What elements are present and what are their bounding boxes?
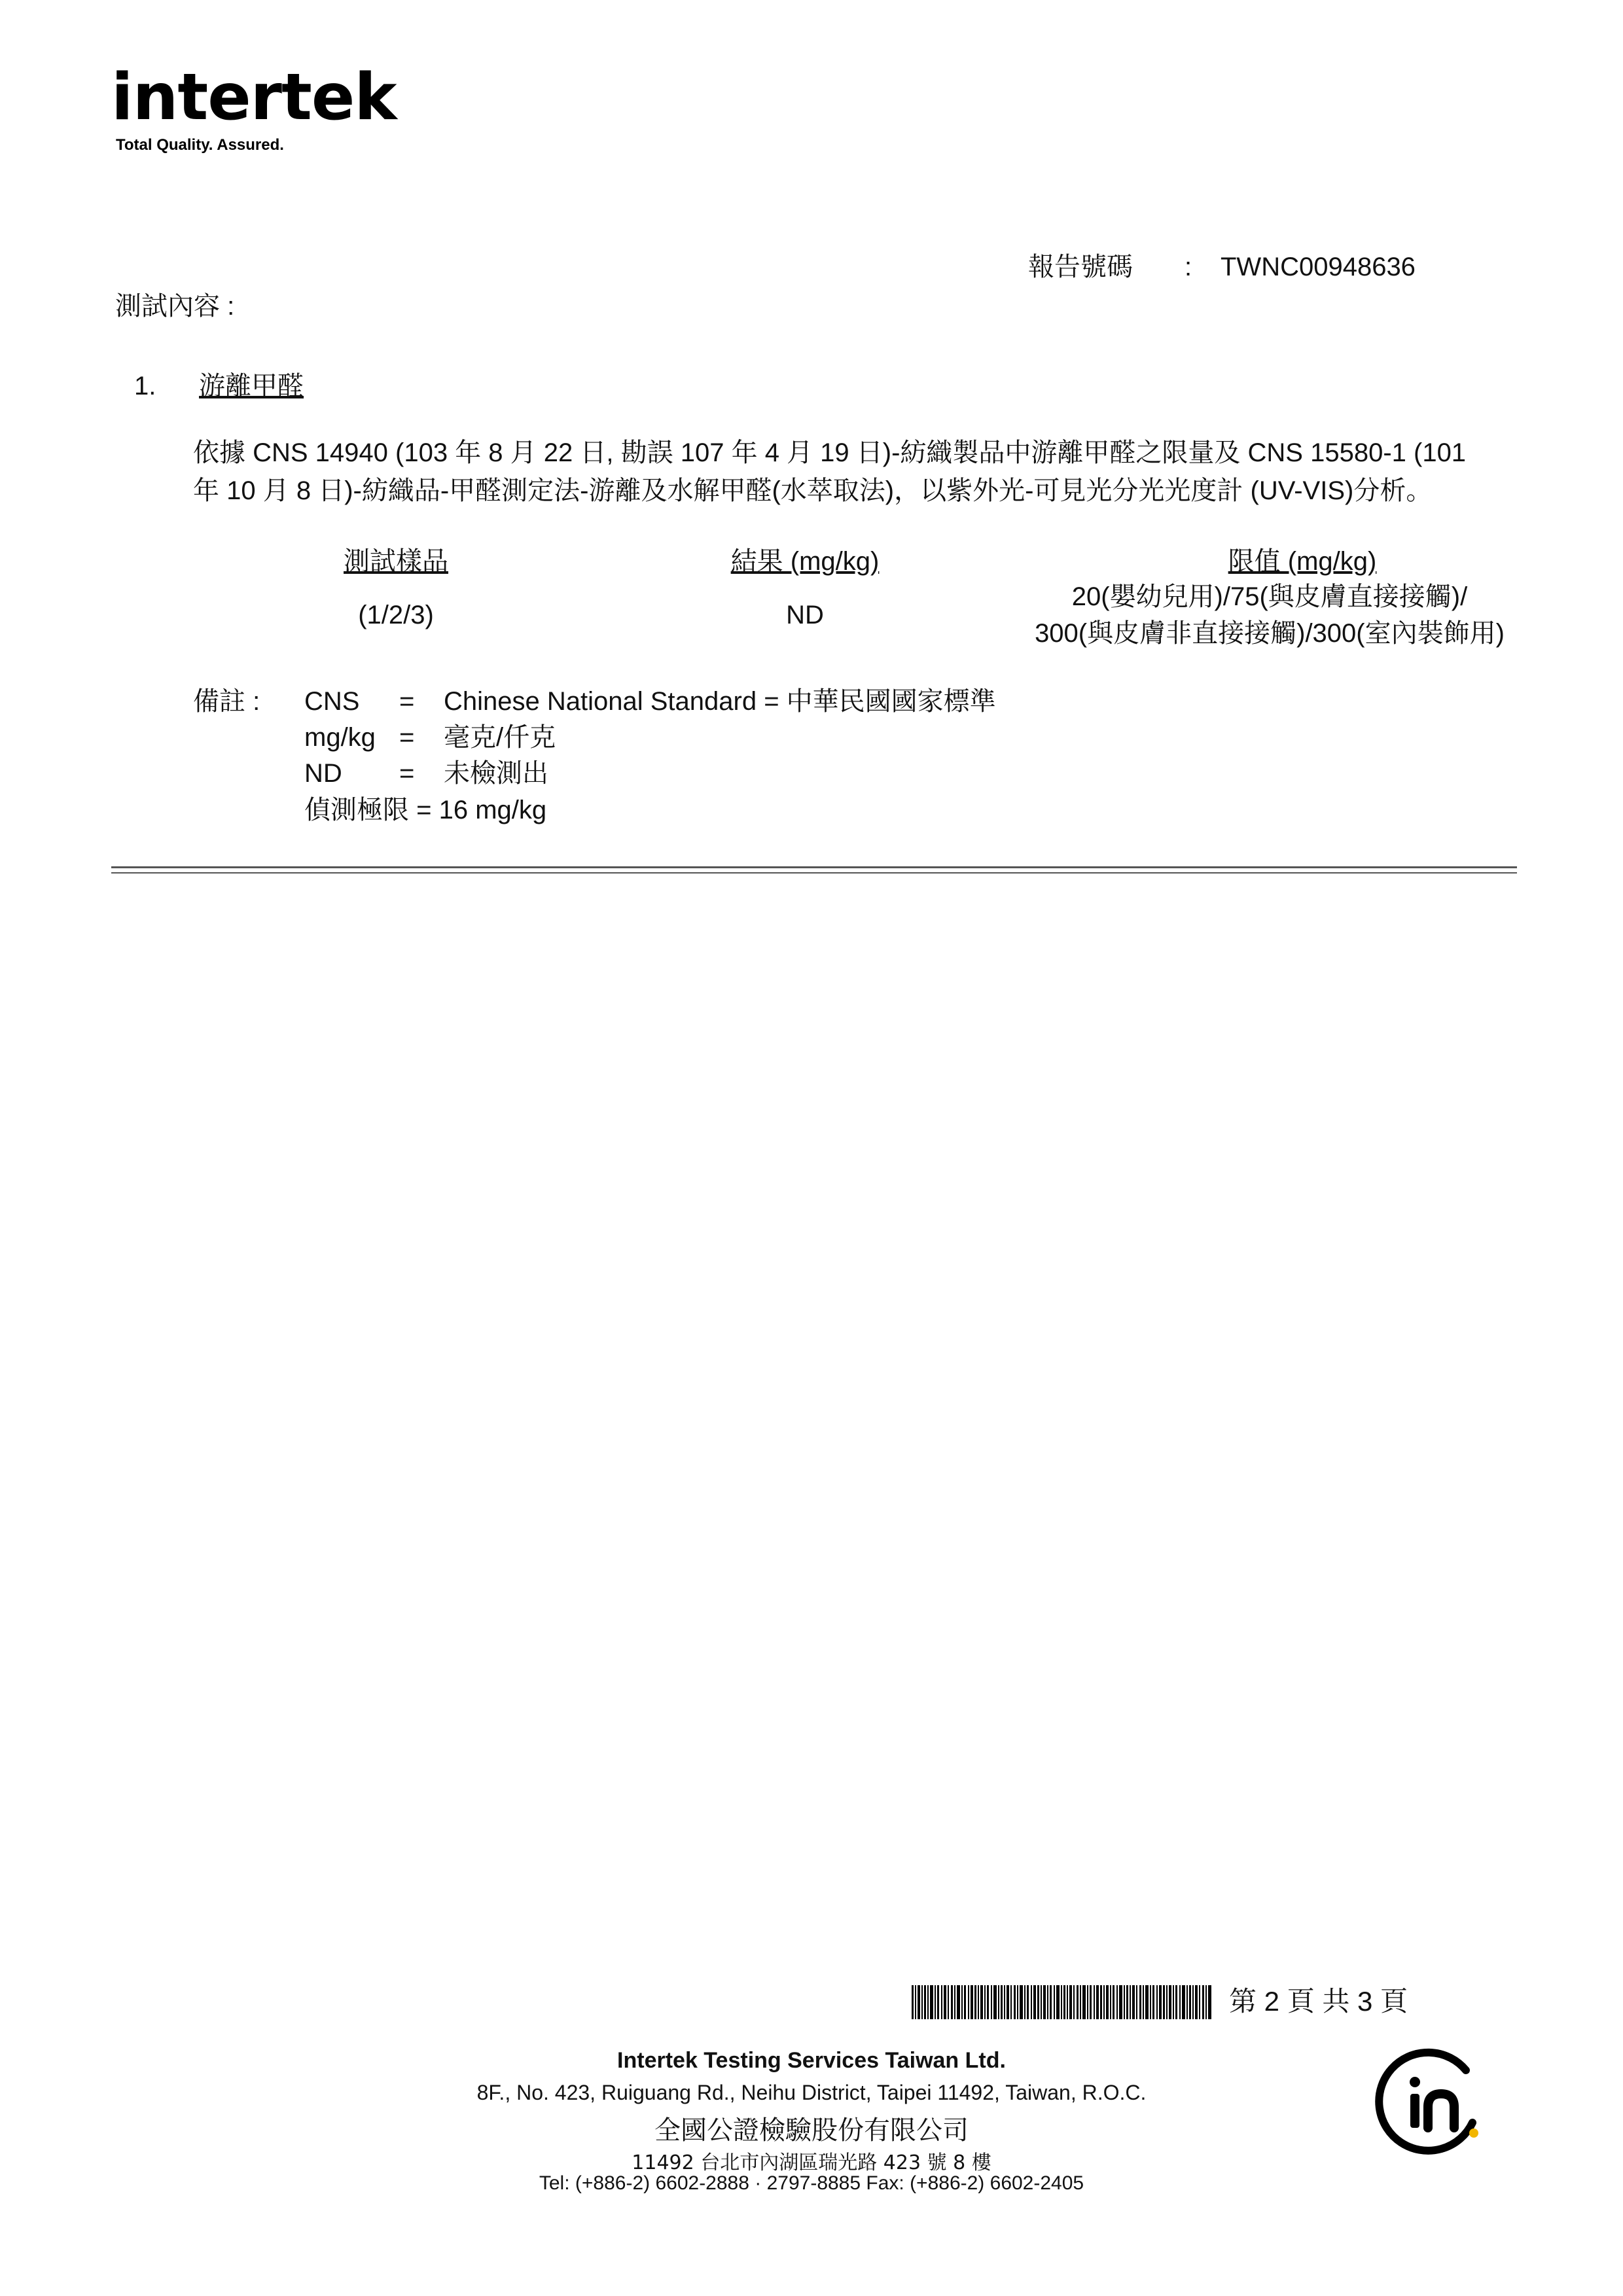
note-term: CNS: [304, 687, 360, 716]
note-equals: =: [399, 687, 415, 716]
section-number: 1.: [134, 372, 156, 400]
section-title: 游離甲醛: [199, 372, 304, 400]
footer-company-cn: 全國公證檢驗股份有限公司: [654, 2115, 969, 2146]
method-line-1: 依據 CNS 14940 (103 年 8 月 22 日, 勘誤 107 年 4 月 19 日)-紡織製品中游離甲醛之限量及 CNS 15580-1 (101: [193, 438, 1467, 467]
table-cell-result: ND: [786, 601, 824, 629]
page-indicator: 第 2 頁 共 3 頁: [1229, 1986, 1408, 2017]
table-header-result: 結果 (mg/kg): [730, 547, 880, 576]
note-definition: Chinese National Standard = 中華民國國家標準: [444, 687, 996, 716]
footer-contact: Tel: (+886-2) 6602-2888 · 2797-8885 Fax: (+886-2) 6602-2405: [539, 2172, 1084, 2194]
footer-company: Intertek Testing Services Taiwan Ltd.: [617, 2048, 1006, 2073]
note-equals: =: [399, 723, 415, 752]
table-header-sample: 測試樣品: [344, 547, 448, 576]
report-no-value: TWNC00948636: [1221, 253, 1416, 281]
note-term: ND: [304, 759, 342, 788]
report-no-label: 報告號碼: [1028, 253, 1133, 281]
footer-address-cn: 11492 台北市內湖區瑞光路 423 號 8 樓: [632, 2151, 991, 2174]
footer-address: 8F., No. 423, Ruiguang Rd., Neihu District, Taipei 11492, Taiwan, R.O.C.: [476, 2081, 1147, 2104]
note-term: mg/kg: [304, 723, 376, 752]
content-label: 測試內容 :: [115, 292, 235, 321]
table-cell-limit-line-1: 20(嬰幼兒用)/75(與皮膚直接接觸)/: [1071, 582, 1468, 611]
notes-label: 備註 :: [193, 687, 260, 716]
section-divider: [111, 872, 1517, 874]
table-cell-sample: (1/2/3): [358, 601, 434, 629]
intertek-emblem-icon: [1374, 2044, 1488, 2158]
note-definition: 未檢測出: [444, 759, 548, 788]
barcode-icon: [912, 1985, 1211, 2019]
logo-tagline: Total Quality. Assured.: [116, 136, 284, 154]
intertek-logo: intertek: [111, 60, 397, 135]
detection-limit: 偵測極限 = 16 mg/kg: [304, 796, 547, 824]
table-cell-limit-line-2: 300(與皮膚非直接接觸)/300(室內裝飾用): [1035, 619, 1505, 648]
note-equals: =: [399, 759, 415, 788]
section-divider: [111, 866, 1517, 868]
table-header-limit: 限值 (mg/kg): [1228, 547, 1377, 576]
note-definition: 毫克/仟克: [444, 723, 556, 752]
report-no-separator: :: [1185, 253, 1192, 281]
method-line-2: 年 10 月 8 日)-紡織品-甲醛測定法-游離及水解甲醛(水萃取法)，以紫外光-可見光分光光度計 (UV-VIS)分析。: [193, 476, 1433, 505]
